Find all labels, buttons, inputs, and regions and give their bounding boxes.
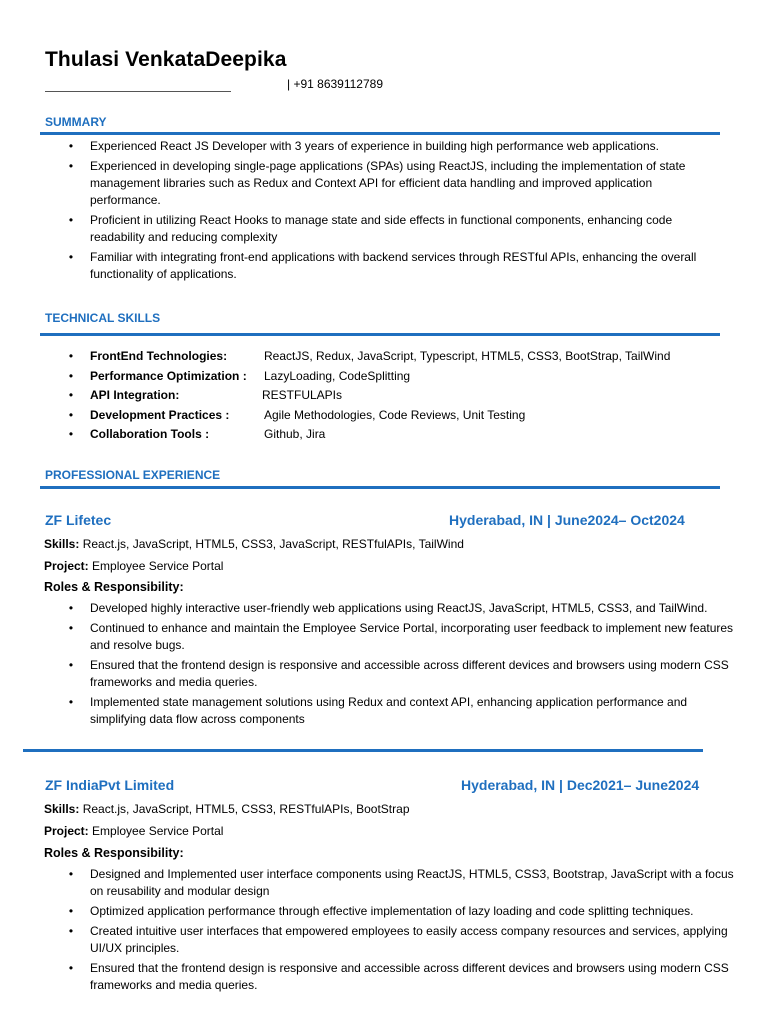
skill-label: Performance Optimization : [90, 368, 247, 383]
bullet-icon: • [68, 213, 74, 227]
bullet-icon: • [68, 250, 74, 264]
bullet-icon: • [68, 924, 74, 938]
job-responsibilities-list [66, 600, 736, 731]
phone-number: | +91 8639112789 [287, 77, 383, 91]
skill-row [66, 387, 716, 404]
skill-label: Development Practices : [90, 407, 230, 422]
summary-item: • Proficient in utilizing React Hooks to manage state and side effects in functional components, enhancing code readability and reducing complexity [66, 212, 716, 246]
job-project-line [44, 824, 223, 838]
skill-row [66, 426, 716, 443]
bullet-icon: • [68, 601, 74, 615]
skill-row [66, 348, 716, 365]
bullet-icon: • [68, 388, 74, 402]
responsibility-item: • Developed highly interactive user-friendly web applications using ReactJS, JavaScript, HTML5, CSS3, and TailWind. [66, 600, 736, 617]
project-label: Project: [44, 559, 89, 573]
roles-heading: Roles & Responsibility: [44, 846, 184, 860]
summary-list [66, 138, 716, 286]
bullet-icon: • [68, 407, 74, 422]
skill-value: ReactJS, Redux, JavaScript, Typescript, HTML5, CSS3, BootStrap, TailWind [264, 349, 671, 363]
job-skills: React.js, JavaScript, HTML5, CSS3, JavaScript, RESTfulAPIs, TailWind [82, 537, 464, 551]
bullet-icon: • [68, 658, 74, 672]
job-responsibilities-list [66, 866, 736, 997]
summary-divider [40, 132, 720, 135]
summary-heading: SUMMARY [45, 115, 107, 129]
job-project: Employee Service Portal [92, 824, 224, 838]
professional-experience-heading: PROFESSIONAL EXPERIENCE [45, 468, 221, 482]
professional-experience-divider [40, 486, 720, 489]
job-location-dates: Hyderabad, IN | June2024– Oct2024 [449, 512, 685, 528]
name-underline-divider [45, 91, 231, 92]
responsibility-item: • Ensured that the frontend design is responsive and accessible across different devices and browsers using modern CSS frameworks and media queries. [66, 657, 736, 691]
skill-value: Agile Methodologies, Code Reviews, Unit Testing [264, 407, 526, 422]
job-divider [23, 749, 703, 752]
responsibility-item: • Ensured that the frontend design is responsive and accessible across different devices and browsers using modern CSS frameworks and media queries. [66, 960, 736, 994]
responsibility-item: • Designed and Implemented user interface components using ReactJS, HTML5, CSS3, Bootstrap, JavaScript with a focus on reusability and modular design [66, 866, 736, 900]
skill-row [66, 368, 716, 385]
skills-label: Skills: [44, 537, 80, 551]
job-skills-line [44, 537, 464, 551]
job-skills: React.js, JavaScript, HTML5, CSS3, RESTfulAPIs, BootStrap [82, 802, 410, 816]
skill-value: Github, Jira [264, 427, 326, 441]
skill-value: LazyLoading, CodeSplitting [264, 368, 411, 383]
job-company: ZF Lifetec [45, 512, 112, 528]
project-label: Project: [44, 824, 89, 838]
skill-row [66, 407, 716, 424]
bullet-icon: • [68, 867, 74, 881]
responsibility-item: • Continued to enhance and maintain the Employee Service Portal, incorporating user feedback to implement new features and resolve bugs. [66, 620, 736, 654]
bullet-icon: • [68, 695, 74, 709]
skill-label: API Integration: [90, 388, 180, 402]
job-project: Employee Service Portal [92, 559, 224, 573]
roles-heading: Roles & Responsibility: [44, 580, 184, 594]
summary-item: • Experienced React JS Developer with 3 years of experience in building high performance web applications. [66, 138, 716, 155]
summary-item: • Experienced in developing single-page applications (SPAs) using ReactJS, including the implementation of state management libraries such as Redux and Context API for efficient data handling and improved application performance. [66, 158, 716, 209]
skills-label: Skills: [44, 802, 80, 816]
skill-label: Collaboration Tools : [90, 427, 210, 441]
bullet-icon: • [68, 427, 74, 441]
skill-label: FrontEnd Technologies: [90, 349, 228, 363]
bullet-icon: • [68, 159, 74, 173]
job-company: ZF IndiaPvt Limited [45, 777, 175, 793]
job-skills-line [44, 802, 410, 816]
technical-skills-divider [40, 333, 720, 336]
technical-skills-heading: TECHNICAL SKILLS [45, 311, 161, 325]
responsibility-item: • Created intuitive user interfaces that empowered employees to easily access company resources and services, applying UI/UX principles. [66, 923, 736, 957]
candidate-name: Thulasi VenkataDeepika [45, 48, 287, 71]
responsibility-item: • Optimized application performance through effective implementation of lazy loading and code splitting techniques. [66, 903, 736, 920]
technical-skills-list [66, 348, 716, 446]
responsibility-item: • Implemented state management solutions using Redux and context API, enhancing application performance and simplifying data flow across components [66, 694, 736, 728]
job-location-dates: Hyderabad, IN | Dec2021– June2024 [461, 777, 700, 793]
bullet-icon: • [68, 349, 74, 363]
bullet-icon: • [68, 621, 74, 635]
summary-item: • Familiar with integrating front-end applications with backend services through RESTful APIs, enhancing the overall functionality of applications. [66, 249, 716, 283]
bullet-icon: • [68, 904, 74, 918]
bullet-icon: • [68, 368, 74, 383]
job-project-line [44, 559, 223, 573]
skill-value: RESTFULAPIs [262, 388, 343, 402]
bullet-icon: • [68, 139, 74, 153]
bullet-icon: • [68, 961, 74, 975]
